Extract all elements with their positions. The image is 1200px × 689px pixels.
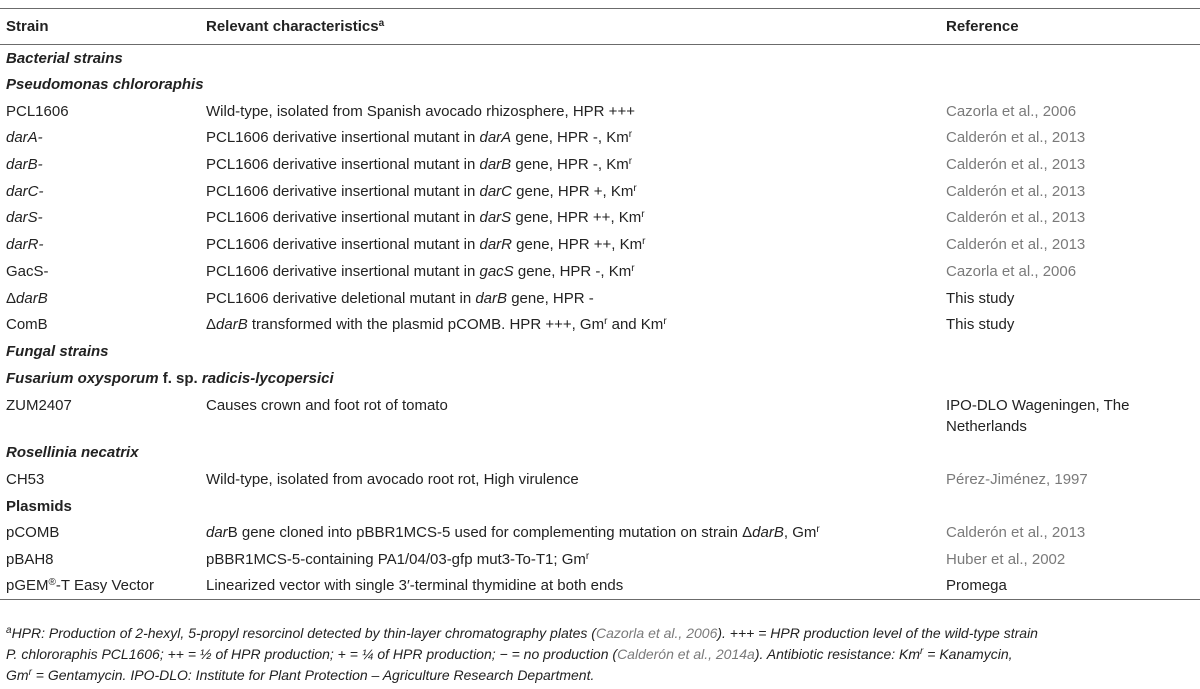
characteristics-cell [200,125,940,152]
resistance-sup: r [642,236,646,248]
reference-line: IPO-DLO Wageningen, The [946,397,1130,415]
group-bacterial: Bacterial strains [6,49,123,67]
strain-cell: pCOMB [6,524,60,542]
footnote-text: P. chlororaphis PCL1606; ++ = ½ of HPR production; + = ¼ of HPR production; − = no production ( [6,646,618,662]
desc-text: , Km [600,262,632,280]
group-pseudomonas: Pseudomonas chlororaphis [6,76,204,94]
reference-cell: This study [946,289,1015,307]
reference-cell: Calderón et al., 2013 [946,236,1086,254]
table-row [0,311,1200,338]
citation-link[interactable]: Cazorla et al., 2006 [595,625,718,641]
table-row [0,178,1200,205]
desc-text: , Gm [783,524,817,542]
footnote-text: ). Antibiotic resistance: Km [754,646,921,662]
species-connector: f. sp. [158,369,202,387]
desc-text: PCL1606 derivative insertional mutant in [206,236,480,254]
footnote-marker: a [378,18,385,29]
footnote-text: = Gentamycin. IPO-DLO: Institute for Plant Protection – Agriculture Research Department. [31,667,595,683]
reference-cell: Huber et al., 2002 [946,551,1066,569]
strain-cell [0,231,200,258]
table-row [0,231,1200,258]
strain-cell: ComB [6,316,48,334]
reference-cell: Pérez-Jiménez, 1997 [946,470,1088,488]
gene-name: gacS [479,262,514,280]
group-row [0,493,1200,520]
table-row [0,466,1200,493]
reference-cell: Calderón et al., 2013 [946,156,1086,174]
hpr-level: + [593,182,603,200]
gene-name: darR [479,236,513,254]
group-row [0,365,1200,392]
strain-cell [0,285,200,312]
resistance-sup: r [631,262,635,274]
desc-text: PCL1606 derivative insertional mutant in [206,262,480,280]
desc-text: , Km [597,129,629,147]
table-row [0,258,1200,285]
desc-text: gene, HPR - [507,289,594,307]
reference-cell: Calderón et al., 2013 [946,524,1086,542]
group-row [0,439,1200,466]
strain-name: darR- [6,236,44,254]
resistance-sup: r [604,316,608,328]
resistance-sup: r [628,129,633,141]
gene-name: darB [216,316,248,334]
group-row [0,45,1200,72]
delta-symbol: Δ [742,524,753,542]
reference-cell: Cazorla et al., 2006 [946,262,1077,280]
delta-symbol: Δ [206,316,217,334]
desc-text: , Km [611,236,643,254]
reference-cell: Calderón et al., 2013 [946,182,1086,200]
strain-name: darB [16,289,48,307]
characteristics-cell [200,520,940,547]
table-row [0,151,1200,178]
resistance-sup: r [663,316,667,328]
characteristics-cell [200,231,940,258]
strain-cell: CH53 [6,470,45,488]
gene-name: darC [479,182,513,200]
resistance-sup: r [28,667,32,678]
desc-text: PCL1606 derivative deletional mutant in [206,289,476,307]
group-row [0,71,1200,98]
table-row [0,285,1200,312]
characteristics-cell [200,178,940,205]
strain-name: -T Easy Vector [55,577,154,595]
citation-link[interactable]: Calderón et al., 2014a [617,646,755,662]
strain-cell: ZUM2407 [6,397,72,415]
characteristics-cell [200,258,940,285]
resistance-sup: r [641,209,645,221]
strain-cell [0,573,200,600]
characteristics-cell: Causes crown and foot rot of tomato [206,397,448,415]
table-row [0,98,1200,125]
strain-cell: PCL1606 [6,102,69,120]
group-rosellinia: Rosellinia necatrix [6,444,139,462]
desc-text: , Km [610,209,642,227]
header-characteristics-label: Relevant characteristics [206,18,379,35]
table-row [0,546,1200,573]
strain-cell: pBAH8 [6,551,54,569]
strain-cell [0,125,200,152]
characteristics-cell [200,285,940,312]
hpr-level: ++ [593,236,612,254]
desc-text: and Km [607,316,664,334]
desc-text: pBBR1MCS-5-containing PA1/04/03-gfp mut3-To-T1; Gm [206,551,586,569]
gene-name: darB [479,156,512,174]
desc-text: gene, HPR [511,209,593,227]
desc-text: PCL1606 derivative insertional mutant in [206,209,480,227]
table-row [0,573,1200,600]
gene-name: darA [479,129,512,147]
gene-name: darS [479,209,512,227]
characteristics-cell: Wild-type, isolated from Spanish avocado rhizosphere, HPR +++ [206,102,635,120]
desc-text: , Km [597,156,629,174]
strain-cell: GacS- [6,262,49,280]
header-reference: Reference [940,9,1200,45]
footnote-text: = Kanamycin, [923,646,1013,662]
resistance-sup: r [628,156,633,168]
desc-text: gene, HPR [511,156,593,174]
footnote-text: ). +++ = HPR production level of the wild-type strain [717,625,1038,641]
desc-text: , Km [602,182,634,200]
desc-text: PCL1606 derivative insertional mutant in [206,129,480,147]
strain-name: darA- [6,129,43,147]
characteristics-cell: Wild-type, isolated from avocado root rot, High virulence [206,470,579,488]
resistance-sup: r [585,551,590,563]
hpr-level: - [592,129,598,147]
registered-mark: ® [48,577,56,589]
characteristics-cell [200,311,940,338]
strain-cell [0,151,200,178]
strain-cell [0,205,200,232]
reference-cell: Calderón et al., 2013 [946,209,1086,227]
hpr-level: - [592,156,598,174]
desc-text: transformed with the plasmid pCOMB. HPR +++, Gm [247,316,605,334]
footnote-text: Gm [6,667,29,683]
desc-text: gene, HPR [512,236,594,254]
reference-cell: Cazorla et al., 2006 [946,102,1077,120]
reference-line: Netherlands [946,418,1027,436]
desc-text: gene, HPR [513,262,596,280]
gene-name: darB [752,524,784,542]
reference-cell: Promega [940,573,1200,600]
reference-cell: This study [946,316,1015,334]
desc-text: gene, HPR [512,182,594,200]
group-row [0,338,1200,365]
species-name: Fusarium oxysporum [6,369,159,387]
group-fusarium [0,365,1200,392]
table-row [0,205,1200,232]
strain-name: darB- [6,156,43,174]
footnote-marker: a [6,625,12,636]
group-plasmids: Plasmids [6,497,72,515]
table-row [0,125,1200,152]
characteristics-cell [200,205,940,232]
strains-table [0,8,1200,600]
characteristics-cell [200,546,940,573]
strain-name: darC- [6,182,44,200]
group-fungal: Fungal strains [6,342,109,360]
reference-cell: Calderón et al., 2013 [946,129,1086,147]
strain-cell [0,178,200,205]
table-footnote [6,623,1196,686]
desc-text: PCL1606 derivative insertional mutant in [206,182,480,200]
resistance-sup: r [816,524,820,536]
desc-text: B gene cloned into pBBR1MCS-5 used for complementing mutation on strain [227,524,743,542]
table-row [0,391,1200,439]
resistance-sup: r [633,182,637,194]
table-row [0,520,1200,547]
resistance-sup: r [920,646,924,657]
footnote-text: HPR: Production of 2-hexyl, 5-propyl resorcinol detected by thin-layer chromatography plates ( [11,625,596,641]
reference-cell [940,391,1200,439]
gene-name: darB [475,289,508,307]
characteristics-cell: Linearized vector with single 3′-terminal thymidine at both ends [200,573,940,600]
header-characteristics [200,9,940,45]
hpr-level: - [595,262,601,280]
species-forma: radicis-lycopersici [201,369,334,387]
header-strain: Strain [0,9,200,45]
desc-text: gene, HPR [511,129,593,147]
delta-symbol: Δ [6,289,17,307]
gene-name: dar [206,524,228,542]
characteristics-cell [200,151,940,178]
desc-text: PCL1606 derivative insertional mutant in [206,156,480,174]
table-header-row [0,9,1200,45]
strain-name: darS- [6,209,43,227]
strain-name: pGEM [6,577,49,595]
hpr-level: ++ [592,209,611,227]
